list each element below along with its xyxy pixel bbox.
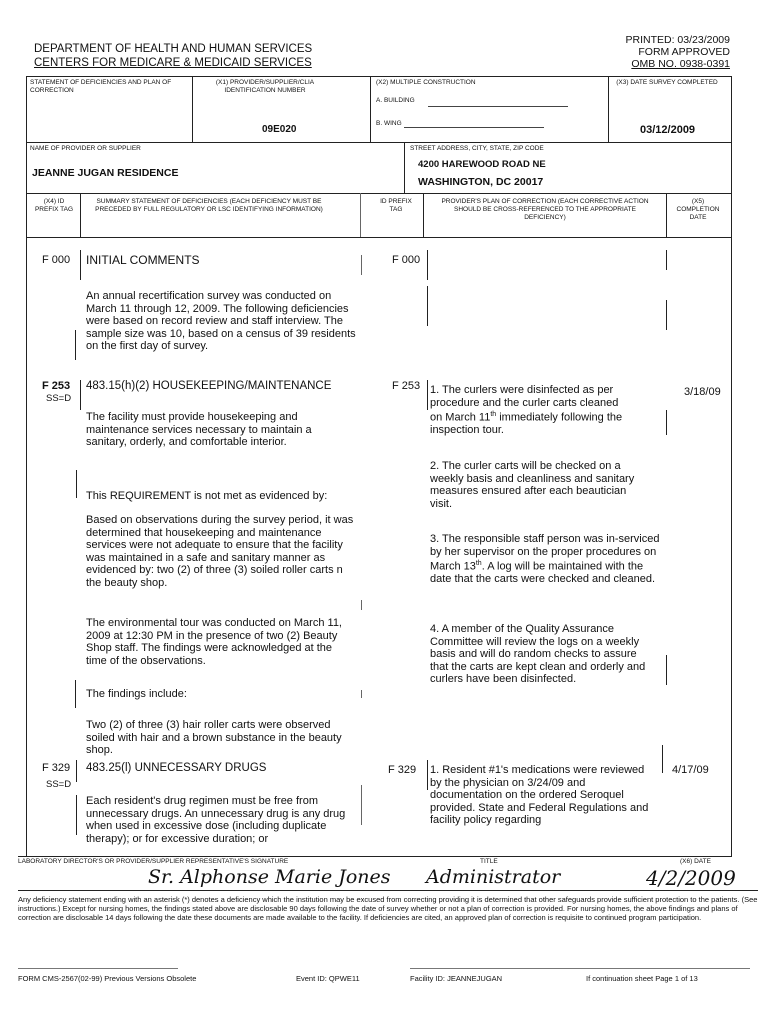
plan-329-item-1: 1. Resident #1's medications were reviewed by the physician on 3/24/09 and documentation on the ordered Seroquel provided. State and Federal Regulations and facility policy regarding xyxy=(430,764,649,826)
rule xyxy=(361,600,362,610)
f253-findings: Two (2) of three (3) hair roller carts were observed soiled with hair and a brown substance in the beauty shop. xyxy=(86,719,342,756)
rule xyxy=(18,856,732,857)
rule xyxy=(370,76,371,142)
title-label: TITLE xyxy=(480,858,498,865)
rule xyxy=(18,968,178,969)
summary-label: SUMMARY STATEMENT OF DEFICIENCIES (EACH DEFICIENCY MUST BE PRECEDED BY FULL REGULATORY OR LSC IDENTIFYING INFORMATION) xyxy=(95,198,323,213)
rule xyxy=(360,193,361,237)
f329-id: F 329 xyxy=(388,764,417,776)
rule xyxy=(731,76,732,856)
building-label: A. BUILDING xyxy=(376,97,415,104)
event-id: Event ID: QPWE11 xyxy=(296,974,360,983)
x1-label: (X1) PROVIDER/SUPPLIER/CLIA IDENTIFICATION NUMBER xyxy=(215,79,315,94)
rule xyxy=(427,286,428,326)
rule xyxy=(26,76,732,77)
provider-label: NAME OF PROVIDER OR SUPPLIER xyxy=(30,145,141,152)
address-label: STREET ADDRESS, CITY, STATE, ZIP CODE xyxy=(410,145,544,152)
rule xyxy=(75,330,76,360)
rule xyxy=(361,690,362,698)
f253-tag: F 253 xyxy=(42,380,71,392)
f329-title: 483.25(l) UNNECESSARY DRUGS xyxy=(86,762,267,774)
f000-text: An annual recertification survey was conducted on March 11 through 12, 2009. The following deficiencies were based on record review and staff interview. The sample size was 10, based on a census of 39 residents on the first day of survey. xyxy=(86,290,356,352)
rule xyxy=(404,127,544,128)
rule xyxy=(361,785,362,825)
f000-id: F 000 xyxy=(392,254,421,266)
address-line2: WASHINGTON, DC 20017 xyxy=(418,176,544,188)
rule xyxy=(666,655,667,685)
rule xyxy=(80,250,81,280)
x1-value: 09E020 xyxy=(262,124,297,135)
f253-findings-label: The findings include: xyxy=(86,688,187,700)
plan-label: PROVIDER'S PLAN OF CORRECTION (EACH CORRECTIVE ACTION SHOULD BE CROSS-REFERENCED TO THE APPROPRIATE DEFICIENCY) xyxy=(441,198,649,221)
page-indicator: If continuation sheet Page 1 of 13 xyxy=(586,974,698,983)
rule xyxy=(76,470,77,498)
plan-253-item-2: 2. The curler carts will be checked on a weekly basis and cleanliness and sanitary measures ensured after each beautician visit. xyxy=(430,460,635,510)
x2-label: (X2) MULTIPLE CONSTRUCTION xyxy=(376,79,476,86)
plan-253-item-3: 3. The responsible staff person was in-serviced by her supervisor on the proper procedures on March 13th. A log will be maintained with the date that the carts were checked and cleaned. xyxy=(430,533,660,586)
rule xyxy=(666,300,667,330)
signature-name: Sr. Alphonse Marie Jones xyxy=(148,866,391,888)
form-header-left xyxy=(34,42,312,70)
plan-253-item-4: 4. A member of the Quality Assurance Committee will review the logs on a weekly basis and will do random checks to assure that the carts are kept clean and orderly and curlers have been disinfected. xyxy=(430,623,646,685)
rule xyxy=(410,968,750,969)
statement-label: STATEMENT OF DEFICIENCIES AND PLAN OF CORRECTION xyxy=(30,79,172,94)
x5-label: (X5) COMPLETION DATE xyxy=(676,198,720,221)
rule xyxy=(427,760,428,790)
rule xyxy=(192,76,193,142)
printed-date: PRINTED: 03/23/2009 xyxy=(625,34,730,46)
rule xyxy=(666,250,667,270)
f253-not-met: This REQUIREMENT is not met as evidenced by: xyxy=(86,490,328,502)
signature-label: LABORATORY DIRECTOR'S OR PROVIDER/SUPPLIER REPRESENTATIVE'S SIGNATURE xyxy=(18,858,289,865)
omb-number: OMB NO. 0938-0391 xyxy=(631,58,730,70)
f000-tag: F 000 xyxy=(42,254,71,266)
rule xyxy=(80,193,81,237)
f000-title: INITIAL COMMENTS xyxy=(86,253,200,267)
rule xyxy=(75,680,76,708)
f329-ss: SS=D xyxy=(46,779,72,790)
x3-label: (X3) DATE SURVEY COMPLETED xyxy=(616,79,718,86)
disclaimer: Any deficiency statement ending with an asterisk (*) denotes a deficiency which the institution may be excused from correcting providing it is determined that other safeguards provide sufficient protection to the patients. (See instructions.) Except for nursing homes, the findings stated above are disclosable 90 days following the date of survey whether or not a plan of correction is provided. For nursing homes, the above findings and plans of correction are disclosable 14 days following the date these documents are made available to the facility. If deficiencies are cited, an approved plan of correction is requisite to continued program participation. xyxy=(18,895,758,922)
f253-id: F 253 xyxy=(392,380,421,392)
f253-observations: Based on observations during the survey period, it was determined that housekeeping and maintenance services were not adequate to ensure that the facility was maintained in a safe and sanitary manner as evidenced by: two (2) of three (3) soiled roller carts n the beauty shop. xyxy=(86,514,354,589)
facility-id: Facility ID: JEANNEJUGAN xyxy=(410,974,503,983)
form-number: FORM CMS-2567(02-99) Previous Versions Obsolete xyxy=(18,974,197,983)
f253-requirement: The facility must provide housekeeping and maintenance services necessary to maintain a sanitary, orderly, and comfortable interior. xyxy=(86,411,312,448)
centers-name: CENTERS FOR MEDICARE & MEDICAID SERVICES xyxy=(34,57,312,69)
provider-name: JEANNE JUGAN RESIDENCE xyxy=(32,167,179,179)
plan-253-item-1: 1. The curlers were disinfected as per procedure and the curler carts cleaned on March 11th immediately following the inspection tour. xyxy=(430,384,623,437)
date-label: (X6) DATE xyxy=(680,858,711,865)
rule xyxy=(76,795,77,835)
x4-label: (X4) ID PREFIX TAG xyxy=(34,198,74,213)
form-approved: FORM APPROVED xyxy=(638,46,730,58)
f329-completion-date: 4/17/09 xyxy=(672,764,709,776)
id-label: ID PREFIX TAG xyxy=(380,198,412,213)
wing-label: B. WING xyxy=(376,120,402,127)
rule xyxy=(666,410,667,435)
rule xyxy=(662,745,663,773)
rule xyxy=(404,142,405,193)
signature-title: Administrator xyxy=(426,866,561,888)
f253-ss: SS=D xyxy=(46,393,72,404)
signature-date: 4/2/2009 xyxy=(646,866,736,890)
dept-name: DEPARTMENT OF HEALTH AND HUMAN SERVICES xyxy=(34,43,313,55)
rule xyxy=(666,193,667,237)
f329-tag: F 329 xyxy=(42,762,71,774)
address-line1: 4200 HAREWOOD ROAD NE xyxy=(418,159,546,170)
rule xyxy=(26,76,27,856)
rule xyxy=(26,237,732,238)
rule xyxy=(76,760,77,782)
rule xyxy=(427,250,428,280)
rule xyxy=(361,255,362,275)
f253-completion-date: 3/18/09 xyxy=(684,386,721,398)
rule xyxy=(80,380,81,410)
rule xyxy=(608,76,609,142)
rule xyxy=(428,106,568,107)
f253-tour: The environmental tour was conducted on March 11, 2009 at 12:30 PM in the presence of two (2) Beauty Shop staff. The findings were acknowledged at the time of the observations. xyxy=(86,617,342,667)
rule xyxy=(18,890,758,891)
rule xyxy=(427,380,428,410)
form-header-right xyxy=(626,34,730,70)
rule xyxy=(26,193,732,194)
rule xyxy=(423,193,424,237)
x3-value: 03/12/2009 xyxy=(640,124,696,136)
f253-title: 483.15(h)(2) HOUSEKEEPING/MAINTENANCE xyxy=(86,380,332,392)
f329-text: Each resident's drug regimen must be free from unnecessary drugs. An unnecessary drug is any drug when used in excessive dose (including duplicate therapy); or for excessive duration; or xyxy=(86,795,346,845)
rule xyxy=(26,142,732,143)
